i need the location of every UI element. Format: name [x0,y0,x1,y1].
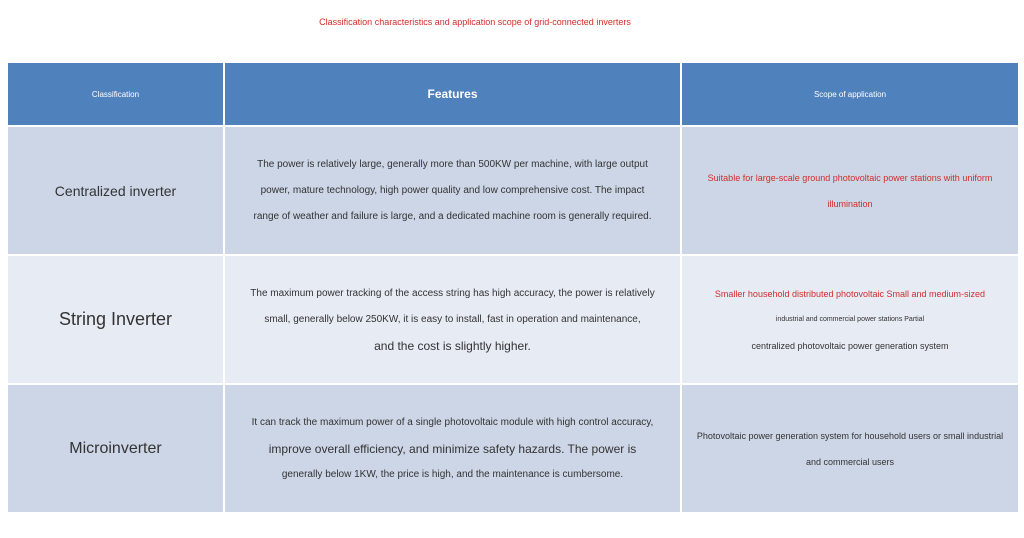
scope-cell [681,384,1019,513]
table-row [7,126,1019,255]
header-features: Features [224,62,681,126]
features-line: small, generally below 250KW, it is easy to install, fast in operation and maintenance, [264,313,641,325]
classification-cell: Centralized inverter [7,126,224,255]
header-scope: Scope of application [681,62,1019,126]
scope-line: Suitable for large-scale ground photovoltaic power stations with uniform [707,172,993,183]
document-title: Classification characteristics and application scope of grid-connected inverters [319,17,631,27]
scope-cell [681,126,1019,255]
features-line: generally below 1KW, the price is high, and the maintenance is cumbersome. [281,468,624,480]
header-classification: Classification [7,62,224,126]
features-line: and the cost is slightly higher. [374,338,531,353]
features-cell [224,255,681,384]
features-line: power, mature technology, high power quality and low comprehensive cost. The impact [260,184,645,196]
classification-cell: String Inverter [7,255,224,384]
scope-line: illumination [827,198,873,209]
scope-line: Photovoltaic power generation system for household users or small industrial [696,430,1004,441]
classification-cell: Microinverter [7,384,224,513]
table-row [7,255,1019,384]
features-line: It can track the maximum power of a single photovoltaic module with high control accuracy, [251,416,654,428]
features-line: The maximum power tracking of the access string has high accuracy, the power is relatively [250,287,655,299]
scope-cell [681,255,1019,384]
header-row [7,62,1019,126]
features-line: The power is relatively large, generally more than 500KW per machine, with large output [257,158,648,170]
scope-line: Smaller household distributed photovoltaic Small and medium-sized [714,288,986,299]
inverter-table [6,61,1020,514]
scope-line: centralized photovoltaic power generation system [751,340,949,351]
features-cell [224,384,681,513]
features-line: range of weather and failure is large, and a dedicated machine room is generally required. [253,210,652,222]
scope-line: and commercial users [805,456,895,467]
table-row [7,384,1019,513]
features-cell [224,126,681,255]
features-line: improve overall efficiency, and minimize safety hazards. The power is [268,441,637,456]
scope-line: industrial and commercial power stations Partial [775,315,925,323]
